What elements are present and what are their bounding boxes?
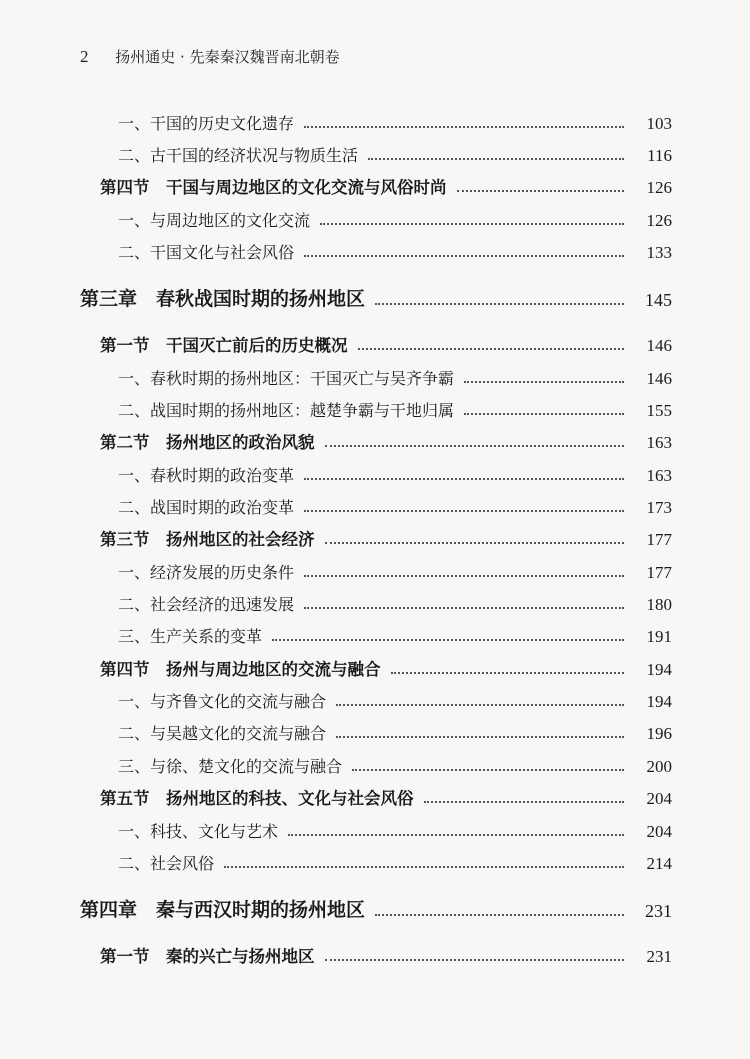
toc-entry-title: 三、生产关系的变革 xyxy=(118,627,263,646)
toc-entry-title: 一、春秋时期的政治变革 xyxy=(118,466,295,485)
toc-entry-page-number: 214 xyxy=(646,854,672,873)
toc-entry-title: 第三节 扬州地区的社会经济 xyxy=(100,530,315,549)
toc-entry-item[interactable] xyxy=(0,816,750,842)
toc-entry-title: 一、与周边地区的文化交流 xyxy=(118,211,311,230)
toc-entry-title: 第三章 春秋战国时期的扬州地区 xyxy=(80,288,366,310)
toc-entry-chapter[interactable] xyxy=(0,896,750,922)
dot-leader xyxy=(336,736,624,738)
toc-entry-item[interactable] xyxy=(0,363,750,389)
toc-entry-page-number: 145 xyxy=(645,290,672,310)
dot-leader xyxy=(375,303,624,305)
toc-entry-title: 二、干国文化与社会风俗 xyxy=(118,243,295,262)
toc-entry-item[interactable] xyxy=(0,686,750,712)
toc-entry-section[interactable] xyxy=(0,654,750,680)
toc-entry-page-number: 146 xyxy=(646,369,672,388)
toc-entry-title: 一、春秋时期的扬州地区：干国灭亡与吴齐争霸 xyxy=(118,369,455,388)
dot-leader xyxy=(424,801,625,803)
dot-leader xyxy=(304,126,624,128)
dot-leader xyxy=(358,348,625,350)
dot-leader xyxy=(375,914,624,916)
dot-leader xyxy=(336,704,624,706)
toc-entry-page-number: 126 xyxy=(646,211,672,230)
toc-entry-section[interactable] xyxy=(0,941,750,967)
toc-entry-page-number: 177 xyxy=(646,530,672,549)
toc-entry-page-number: 126 xyxy=(646,178,672,197)
toc-entry-item[interactable] xyxy=(0,395,750,421)
toc-entry-page-number: 231 xyxy=(645,901,672,921)
toc-entry-chapter[interactable] xyxy=(0,285,750,311)
toc-entry-title: 第四节 干国与周边地区的文化交流与风俗时尚 xyxy=(100,178,447,197)
toc-entry-title: 三、与徐、楚文化的交流与融合 xyxy=(118,757,343,776)
toc-entry-page-number: 196 xyxy=(646,724,672,743)
toc-entry-page-number: 180 xyxy=(646,595,672,614)
toc-entry-page-number: 146 xyxy=(646,336,672,355)
toc-entry-title: 二、战国时期的扬州地区：越楚争霸与干地归属 xyxy=(118,401,455,420)
toc-entry-title: 第一节 秦的兴亡与扬州地区 xyxy=(100,947,315,966)
toc-entry-title: 一、干国的历史文化遗存 xyxy=(118,114,295,133)
toc-entry-title: 第一节 干国灭亡前后的历史概况 xyxy=(100,336,348,355)
toc-entry-title: 第四节 扬州与周边地区的交流与融合 xyxy=(100,660,381,679)
toc-entry-item[interactable] xyxy=(0,589,750,615)
toc-entry-page-number: 191 xyxy=(646,627,672,646)
dot-leader xyxy=(368,158,624,160)
toc-entry-page-number: 116 xyxy=(647,146,672,165)
dot-leader xyxy=(272,639,624,641)
toc-entry-title: 二、战国时期的政治变革 xyxy=(118,498,295,517)
dot-leader xyxy=(304,510,624,512)
dot-leader xyxy=(464,413,624,415)
toc-entry-item[interactable] xyxy=(0,621,750,647)
toc-entry-page-number: 194 xyxy=(646,660,672,679)
toc-entry-page-number: 163 xyxy=(646,466,672,485)
dot-leader xyxy=(304,478,624,480)
toc-entry-title: 一、科技、文化与艺术 xyxy=(118,822,279,841)
header-book-title: 扬州通史 · 先秦秦汉魏晋南北朝卷 xyxy=(115,48,340,66)
toc-entry-page-number: 173 xyxy=(646,498,672,517)
toc-entry-page-number: 200 xyxy=(646,757,672,776)
toc-entry-section[interactable] xyxy=(0,330,750,356)
toc-entry-title: 第二节 扬州地区的政治风貌 xyxy=(100,433,315,452)
toc-entry-item[interactable] xyxy=(0,492,750,518)
toc-entry-title: 一、经济发展的历史条件 xyxy=(118,563,295,582)
dot-leader xyxy=(352,769,624,771)
toc-entry-page-number: 194 xyxy=(646,692,672,711)
dot-leader xyxy=(464,381,624,383)
dot-leader xyxy=(304,575,624,577)
toc-entry-item[interactable] xyxy=(0,460,750,486)
header-page-number: 2 xyxy=(80,47,89,66)
dot-leader xyxy=(304,607,624,609)
running-header xyxy=(80,46,670,67)
dot-leader xyxy=(457,190,625,192)
toc-entry-section[interactable] xyxy=(0,524,750,550)
dot-leader xyxy=(391,672,625,674)
toc-entry-item[interactable] xyxy=(0,848,750,874)
toc-entry-page-number: 133 xyxy=(646,243,672,262)
dot-leader xyxy=(325,959,625,961)
toc-entry-page-number: 103 xyxy=(646,114,672,133)
dot-leader xyxy=(224,866,624,868)
toc-entry-page-number: 163 xyxy=(646,433,672,452)
toc-entry-title: 第四章 秦与西汉时期的扬州地区 xyxy=(80,899,366,921)
toc-entry-title: 一、与齐鲁文化的交流与融合 xyxy=(118,692,327,711)
toc-entry-page-number: 177 xyxy=(646,563,672,582)
toc-entry-item[interactable] xyxy=(0,205,750,231)
toc-entry-item[interactable] xyxy=(0,718,750,744)
dot-leader xyxy=(325,542,625,544)
dot-leader xyxy=(325,445,625,447)
toc-entry-item[interactable] xyxy=(0,237,750,263)
toc-entry-page-number: 155 xyxy=(646,401,672,420)
toc-entry-item[interactable] xyxy=(0,751,750,777)
toc-entry-page-number: 231 xyxy=(646,947,672,966)
toc-entry-item[interactable] xyxy=(0,557,750,583)
toc-entry-title: 二、社会风俗 xyxy=(118,854,215,873)
toc-entry-item[interactable] xyxy=(0,140,750,166)
dot-leader xyxy=(304,255,624,257)
toc-entry-title: 第五节 扬州地区的科技、文化与社会风俗 xyxy=(100,789,414,808)
dot-leader xyxy=(320,223,624,225)
toc-entry-section[interactable] xyxy=(0,172,750,198)
dot-leader xyxy=(288,834,624,836)
toc-entry-section[interactable] xyxy=(0,783,750,809)
toc-entry-title: 二、社会经济的迅速发展 xyxy=(118,595,295,614)
toc-entry-section[interactable] xyxy=(0,427,750,453)
toc-entry-page-number: 204 xyxy=(646,822,672,841)
toc-entry-item[interactable] xyxy=(0,108,750,134)
toc-entry-page-number: 204 xyxy=(646,789,672,808)
toc-entry-title: 二、与吴越文化的交流与融合 xyxy=(118,724,327,743)
toc-entry-title: 二、古干国的经济状况与物质生活 xyxy=(118,146,359,165)
